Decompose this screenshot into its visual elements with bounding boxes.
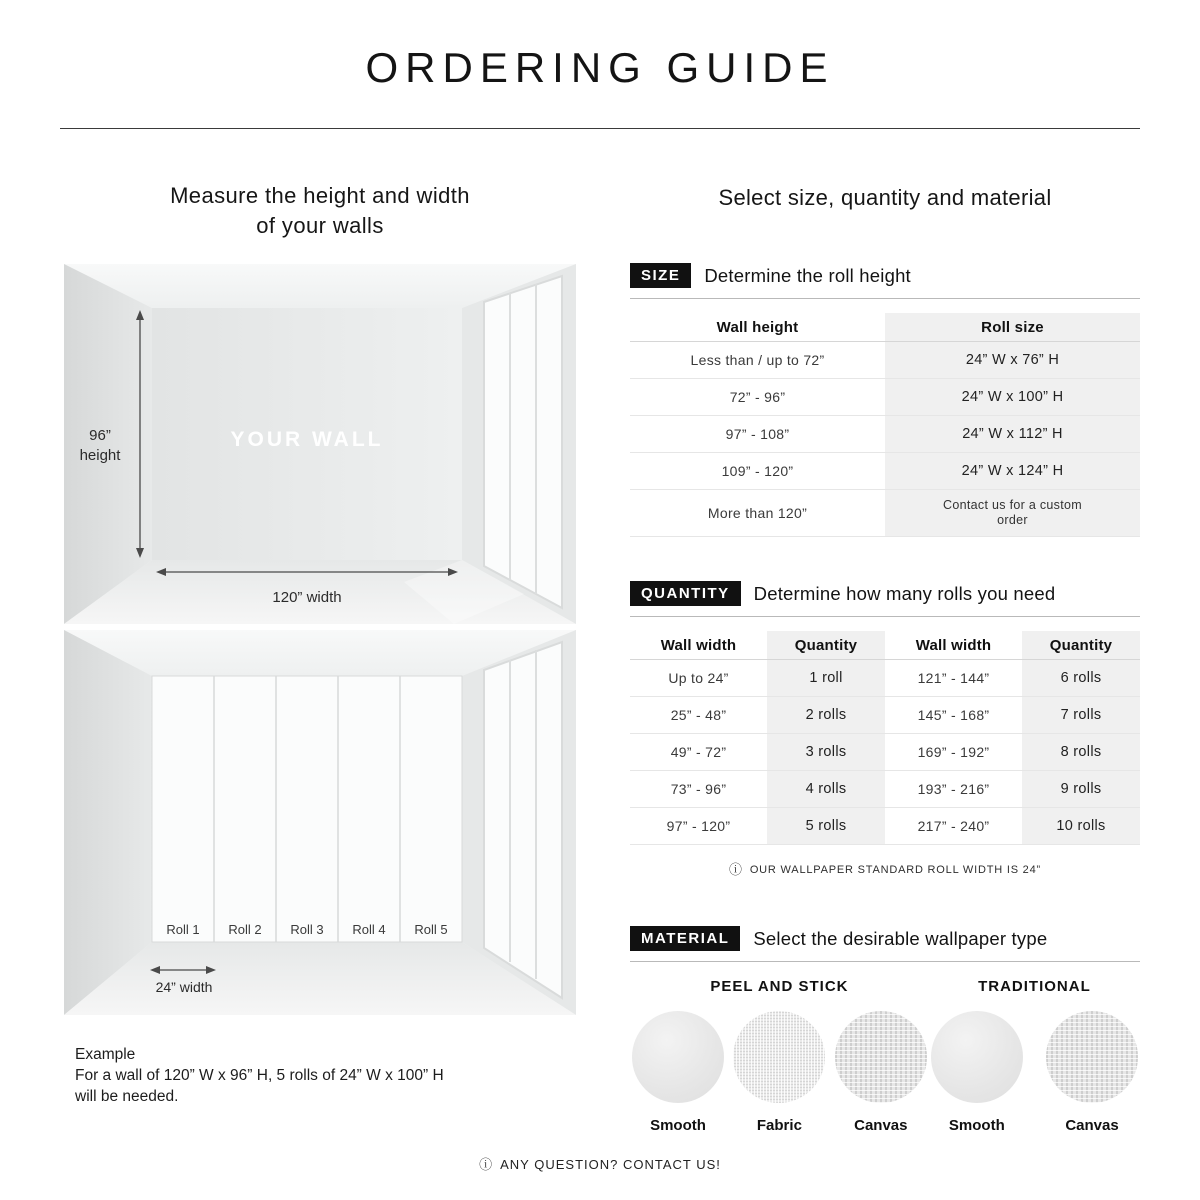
custom-order-note: Contact us for a custom order xyxy=(943,498,1082,527)
quantity-value: 5 rolls xyxy=(767,808,885,844)
height-word-label: height xyxy=(79,447,121,464)
wall-height-value: Less than / up to 72” xyxy=(690,352,825,368)
quantity-value: 6 rolls xyxy=(1022,660,1140,696)
smooth-texture-swatch xyxy=(931,1011,1023,1103)
qty-col-wall-width: Wall width xyxy=(915,636,992,654)
size-section-head xyxy=(630,263,1140,299)
size-table-row xyxy=(630,416,1140,453)
measure-heading-line2: of your walls xyxy=(256,213,384,238)
quantity-table-row xyxy=(630,771,1140,808)
room2-svg xyxy=(64,630,576,1015)
size-table-row xyxy=(630,453,1140,490)
material-subtitle: Select the desirable wallpaper type xyxy=(753,927,1048,949)
wall-width-value: 193” - 216” xyxy=(917,781,990,797)
wall-width-value: 25” - 48” xyxy=(670,707,727,723)
size-subtitle: Determine the roll height xyxy=(704,264,911,286)
size-badge: SIZE xyxy=(630,263,691,288)
roll-label-4: Roll 4 xyxy=(352,922,386,937)
roll-width-note xyxy=(630,863,1140,876)
info-icon: ⓘ xyxy=(479,1157,494,1172)
canvas-texture-swatch xyxy=(835,1011,927,1103)
material-section xyxy=(630,926,1140,1134)
wall-width-value: Up to 24” xyxy=(668,670,729,686)
width-label: 120” width xyxy=(272,589,342,606)
your-wall-label: YOUR WALL xyxy=(230,428,384,451)
wall-width-value: 121” - 144” xyxy=(917,670,990,686)
qty-col-wall-width: Wall width xyxy=(660,636,737,654)
roll-size-value xyxy=(885,490,1140,536)
quantity-value: 8 rolls xyxy=(1022,734,1140,770)
swatch-item xyxy=(630,1011,726,1134)
quantity-table-row xyxy=(630,697,1140,734)
size-col-roll-size: Roll size xyxy=(885,313,1140,341)
size-table-header xyxy=(630,313,1140,342)
example-title: Example xyxy=(75,1046,136,1063)
canvas-texture-swatch xyxy=(1046,1011,1138,1103)
measure-heading-line1: Measure the height and width xyxy=(170,183,470,208)
size-table-row xyxy=(630,342,1140,379)
roll-size-value: 24” W x 124” H xyxy=(885,453,1140,489)
quantity-table-header xyxy=(630,631,1140,660)
info-icon: ⓘ xyxy=(729,862,743,877)
quantity-value: 9 rolls xyxy=(1022,771,1140,807)
qty-col-quantity: Quantity xyxy=(767,631,885,659)
window xyxy=(484,276,562,608)
roll-width-label: 24” width xyxy=(155,979,213,995)
size-table-row xyxy=(630,490,1140,537)
qty-col-quantity: Quantity xyxy=(1022,631,1140,659)
room-illustration-rolls xyxy=(64,630,576,1015)
wall-width-value: 169” - 192” xyxy=(917,744,990,760)
size-section xyxy=(630,263,1140,537)
size-table-row xyxy=(630,379,1140,416)
roll-label-3: Roll 3 xyxy=(290,922,324,937)
group-title-traditional: TRADITIONAL xyxy=(978,978,1091,995)
roll-width-note-text: OUR WALLPAPER STANDARD ROLL WIDTH IS 24” xyxy=(749,863,1041,876)
window xyxy=(484,642,562,998)
wall-height-value: 72” - 96” xyxy=(729,389,786,405)
example-block xyxy=(75,1044,575,1107)
room-illustration-measure xyxy=(64,264,576,624)
select-heading: Select size, quantity and material xyxy=(718,185,1052,210)
height-value-label: 96” xyxy=(89,427,111,444)
footer-contact-text: ANY QUESTION? CONTACT US! xyxy=(500,1157,721,1172)
swatch-label: Canvas xyxy=(854,1117,908,1134)
wall-width-value: 49” - 72” xyxy=(670,744,727,760)
wall-height-value: 97” - 108” xyxy=(725,426,790,442)
measure-heading xyxy=(64,181,576,241)
quantity-section-head xyxy=(630,581,1140,617)
quantity-section xyxy=(630,581,1140,876)
group-title-peel: PEEL AND STICK xyxy=(710,978,849,995)
material-groups xyxy=(630,978,1140,1134)
wall-height-value: 109” - 120” xyxy=(721,463,794,479)
quantity-badge: QUANTITY xyxy=(630,581,741,606)
swatch-item xyxy=(929,1011,1025,1134)
quantity-value: 2 rolls xyxy=(767,697,885,733)
quantity-value: 7 rolls xyxy=(1022,697,1140,733)
room1-svg xyxy=(64,264,576,624)
swatch-item xyxy=(731,1011,827,1134)
wall-width-value: 145” - 168” xyxy=(917,707,990,723)
roll-panels xyxy=(152,676,462,942)
quantity-subtitle: Determine how many rolls you need xyxy=(753,582,1056,604)
quantity-value: 3 rolls xyxy=(767,734,885,770)
roll-size-value: 24” W x 100” H xyxy=(885,379,1140,415)
quantity-table-row xyxy=(630,734,1140,771)
quantity-table xyxy=(630,631,1140,845)
roll-size-value: 24” W x 76” H xyxy=(885,342,1140,378)
size-table xyxy=(630,313,1140,537)
wall-height-value: More than 120” xyxy=(707,505,808,521)
wall-width-value: 97” - 120” xyxy=(666,818,731,834)
roll-label-1: Roll 1 xyxy=(166,922,200,937)
roll-label-5: Roll 5 xyxy=(414,922,448,937)
roll-label-2: Roll 2 xyxy=(228,922,262,937)
swatch-label: Fabric xyxy=(756,1117,802,1134)
title-divider xyxy=(60,128,1140,129)
material-group-traditional xyxy=(929,978,1140,1134)
page-title: ORDERING GUIDE xyxy=(365,44,835,91)
roll-size-value: 24” W x 112” H xyxy=(885,416,1140,452)
size-col-wall-height: Wall height xyxy=(716,318,799,336)
example-line2: will be needed. xyxy=(75,1088,179,1105)
swatch-item xyxy=(1044,1011,1140,1134)
swatch-item xyxy=(833,1011,929,1134)
quantity-table-row xyxy=(630,660,1140,697)
material-badge: MATERIAL xyxy=(630,926,740,951)
quantity-value: 4 rolls xyxy=(767,771,885,807)
quantity-table-row xyxy=(630,808,1140,845)
wall-width-value: 217” - 240” xyxy=(917,818,990,834)
footer-contact xyxy=(0,1157,1200,1172)
material-group-peel-and-stick xyxy=(630,978,929,1134)
peel-swatches xyxy=(630,1011,929,1134)
swatch-label: Canvas xyxy=(1065,1117,1119,1134)
traditional-swatches xyxy=(929,1011,1140,1134)
material-section-head xyxy=(630,926,1140,962)
selection-column xyxy=(630,180,1140,1134)
smooth-texture-swatch xyxy=(632,1011,724,1103)
example-line1: For a wall of 120” W x 96” H, 5 rolls of 24” W x 100” H xyxy=(75,1067,444,1084)
wall-width-value: 73” - 96” xyxy=(670,781,727,797)
fabric-texture-swatch xyxy=(733,1011,825,1103)
quantity-value: 10 rolls xyxy=(1022,808,1140,844)
quantity-value: 1 roll xyxy=(767,660,885,696)
swatch-label: Smooth xyxy=(650,1117,706,1134)
swatch-label: Smooth xyxy=(948,1117,1005,1134)
